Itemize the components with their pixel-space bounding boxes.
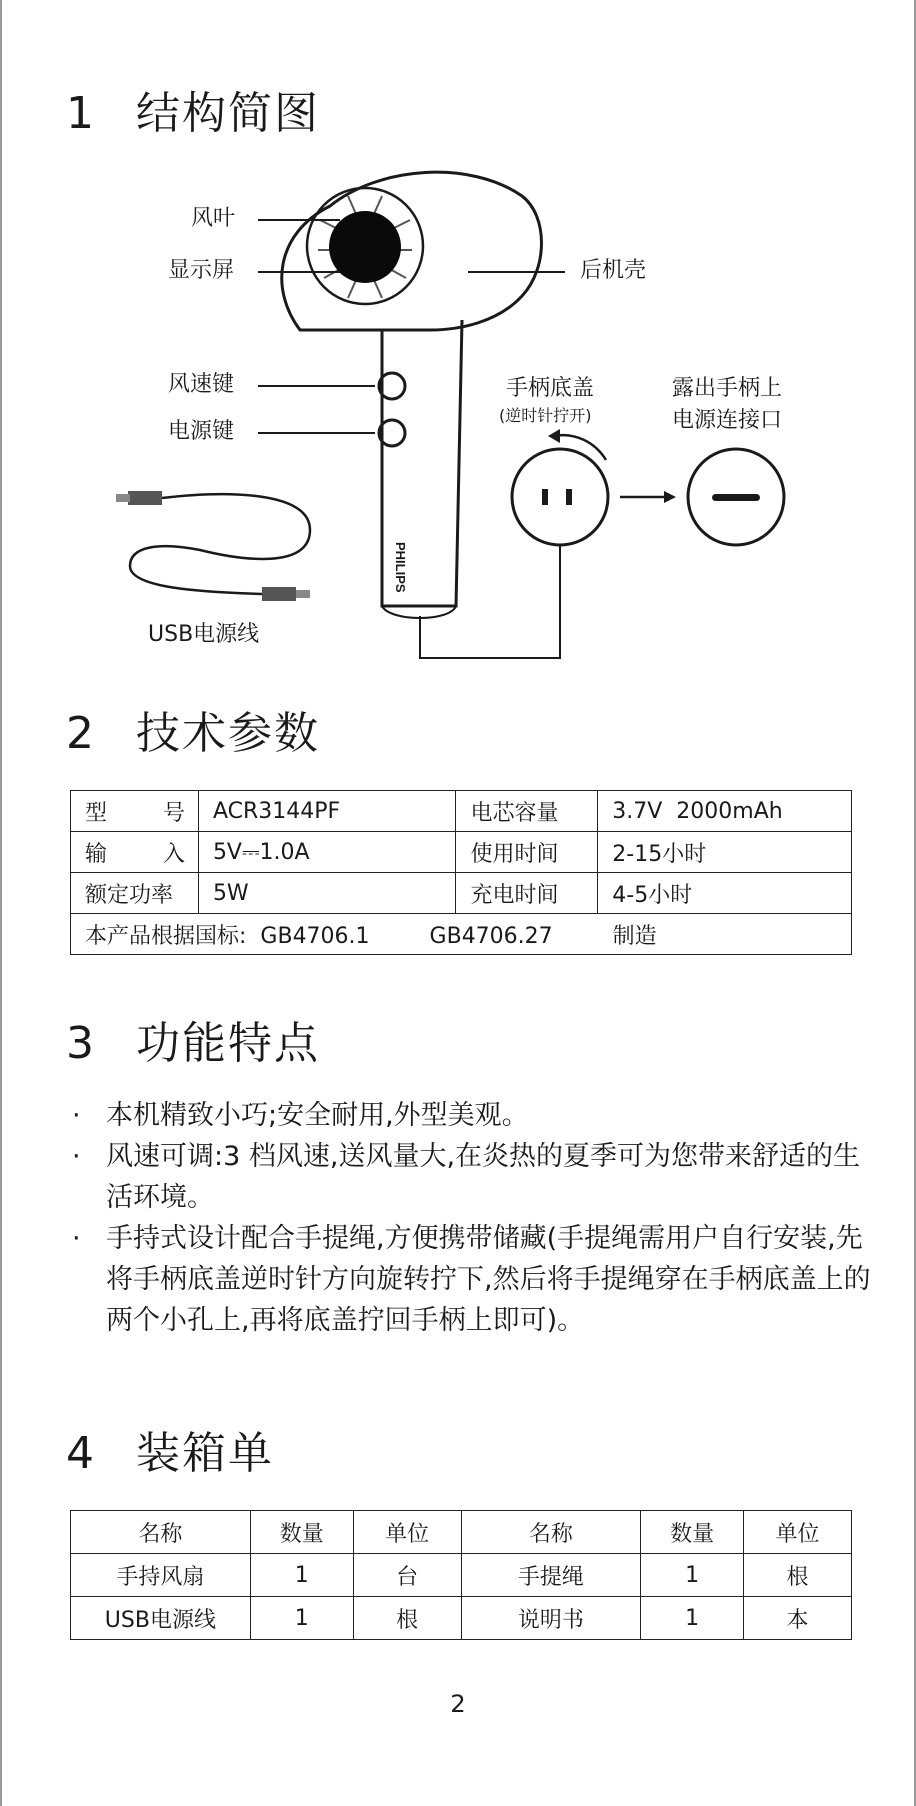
- label-port-line2: 电源连接口: [672, 408, 783, 433]
- section-2-heading: [66, 708, 320, 759]
- section-title: 结构简图: [136, 88, 320, 139]
- table-cell: 手持风扇: [71, 1554, 251, 1597]
- spec-table: [70, 790, 852, 955]
- spec-value: 5W: [198, 873, 456, 914]
- feature-text: 本机精致小巧;安全耐用,外型美观。: [106, 1100, 529, 1131]
- standard-code-1: GB4706.1: [260, 923, 370, 949]
- section-number: 4: [66, 1428, 94, 1479]
- column-header: 单位: [353, 1511, 461, 1554]
- section-3-heading: [66, 1018, 320, 1069]
- fan-head-outline: [282, 172, 542, 330]
- table-cell: 手提绳: [461, 1554, 641, 1597]
- section-title: 装箱单: [136, 1428, 274, 1479]
- label-port-line1: 露出手柄上: [672, 376, 783, 401]
- spec-key: 使用时间: [456, 832, 598, 873]
- standard-code-2: GB4706.27: [429, 923, 553, 949]
- label-blade: 风叶: [191, 206, 236, 231]
- table-cell: 根: [744, 1554, 852, 1597]
- spec-key: 充电时间: [456, 873, 598, 914]
- spec-key: 电芯容量: [456, 791, 598, 832]
- table-cell: 1: [250, 1597, 353, 1640]
- table-cell: 1: [250, 1554, 353, 1597]
- spec-value: 5V⎓1.0A: [198, 832, 456, 873]
- list-item: [72, 1218, 872, 1341]
- table-cell: 1: [641, 1554, 744, 1597]
- column-header: 数量: [250, 1511, 353, 1554]
- handle-cover-circle: [512, 449, 608, 545]
- table-cell: 台: [353, 1554, 461, 1597]
- table-cell: 根: [353, 1597, 461, 1640]
- section-number: 3: [66, 1018, 94, 1069]
- spec-value: ACR3144PF: [198, 791, 456, 832]
- label-rear-shell: 后机壳: [580, 258, 647, 283]
- section-number: 2: [66, 708, 94, 759]
- bullet: ·: [72, 1100, 81, 1131]
- bullet: ·: [72, 1223, 81, 1254]
- label-power-key: 电源键: [168, 419, 235, 444]
- usb-cable: [130, 494, 310, 594]
- column-header: 单位: [744, 1511, 852, 1554]
- column-header: 数量: [641, 1511, 744, 1554]
- table-cell: 本: [744, 1597, 852, 1640]
- label-display: 显示屏: [168, 258, 235, 283]
- section-number: 1: [66, 88, 94, 139]
- spec-key: 型 号: [71, 791, 199, 832]
- label-handle-cover-note: (逆时针拧开): [499, 406, 592, 425]
- section-1-heading: [66, 88, 320, 139]
- label-usb-cable: USB电源线: [148, 622, 260, 647]
- table-row: [71, 1597, 852, 1640]
- list-item: [72, 1095, 872, 1136]
- spec-value: 4-5小时: [598, 873, 852, 914]
- table-row: [71, 1554, 852, 1597]
- feature-list: [72, 1095, 872, 1341]
- table-cell: USB电源线: [71, 1597, 251, 1640]
- table-header-row: [71, 1511, 852, 1554]
- table-cell: 1: [641, 1597, 744, 1640]
- spec-value: 3.7V 2000mAh: [598, 791, 852, 832]
- column-header: 名称: [461, 1511, 641, 1554]
- label-handle-cover: 手柄底盖: [506, 376, 595, 401]
- section-title: 功能特点: [136, 1018, 320, 1069]
- table-row: [71, 832, 852, 873]
- standard-suffix: 制造: [612, 923, 657, 949]
- label-speed-key: 风速键: [168, 372, 235, 397]
- section-4-heading: [66, 1428, 274, 1479]
- structure-diagram: [0, 150, 916, 670]
- list-item: [72, 1136, 872, 1218]
- table-row: [71, 914, 852, 955]
- standard-label: 本产品根据国标:: [85, 923, 247, 949]
- spec-key: 输 入: [71, 832, 199, 873]
- table-cell: 说明书: [461, 1597, 641, 1640]
- packing-table: [70, 1510, 852, 1640]
- table-row: [71, 873, 852, 914]
- column-header: 名称: [71, 1511, 251, 1554]
- feature-text: 手持式设计配合手提绳,方便携带储藏(手提绳需用户自行安装,先将手柄底盖逆时针方向旋转拧下,然后将手提绳穿在手柄底盖上的两个小孔上,再将底盖拧回手柄上即可)。: [106, 1223, 871, 1336]
- brand-text: PHILIPS: [393, 542, 408, 593]
- table-row: [71, 791, 852, 832]
- bullet: ·: [72, 1141, 81, 1172]
- page-number: 2: [450, 1690, 466, 1718]
- standard-row: [71, 914, 852, 955]
- feature-text: 风速可调:3 档风速,送风量大,在炎热的夏季可为您带来舒适的生活环境。: [106, 1141, 861, 1213]
- section-title: 技术参数: [136, 708, 320, 759]
- spec-key: 额定功率: [71, 873, 199, 914]
- spec-value: 2-15小时: [598, 832, 852, 873]
